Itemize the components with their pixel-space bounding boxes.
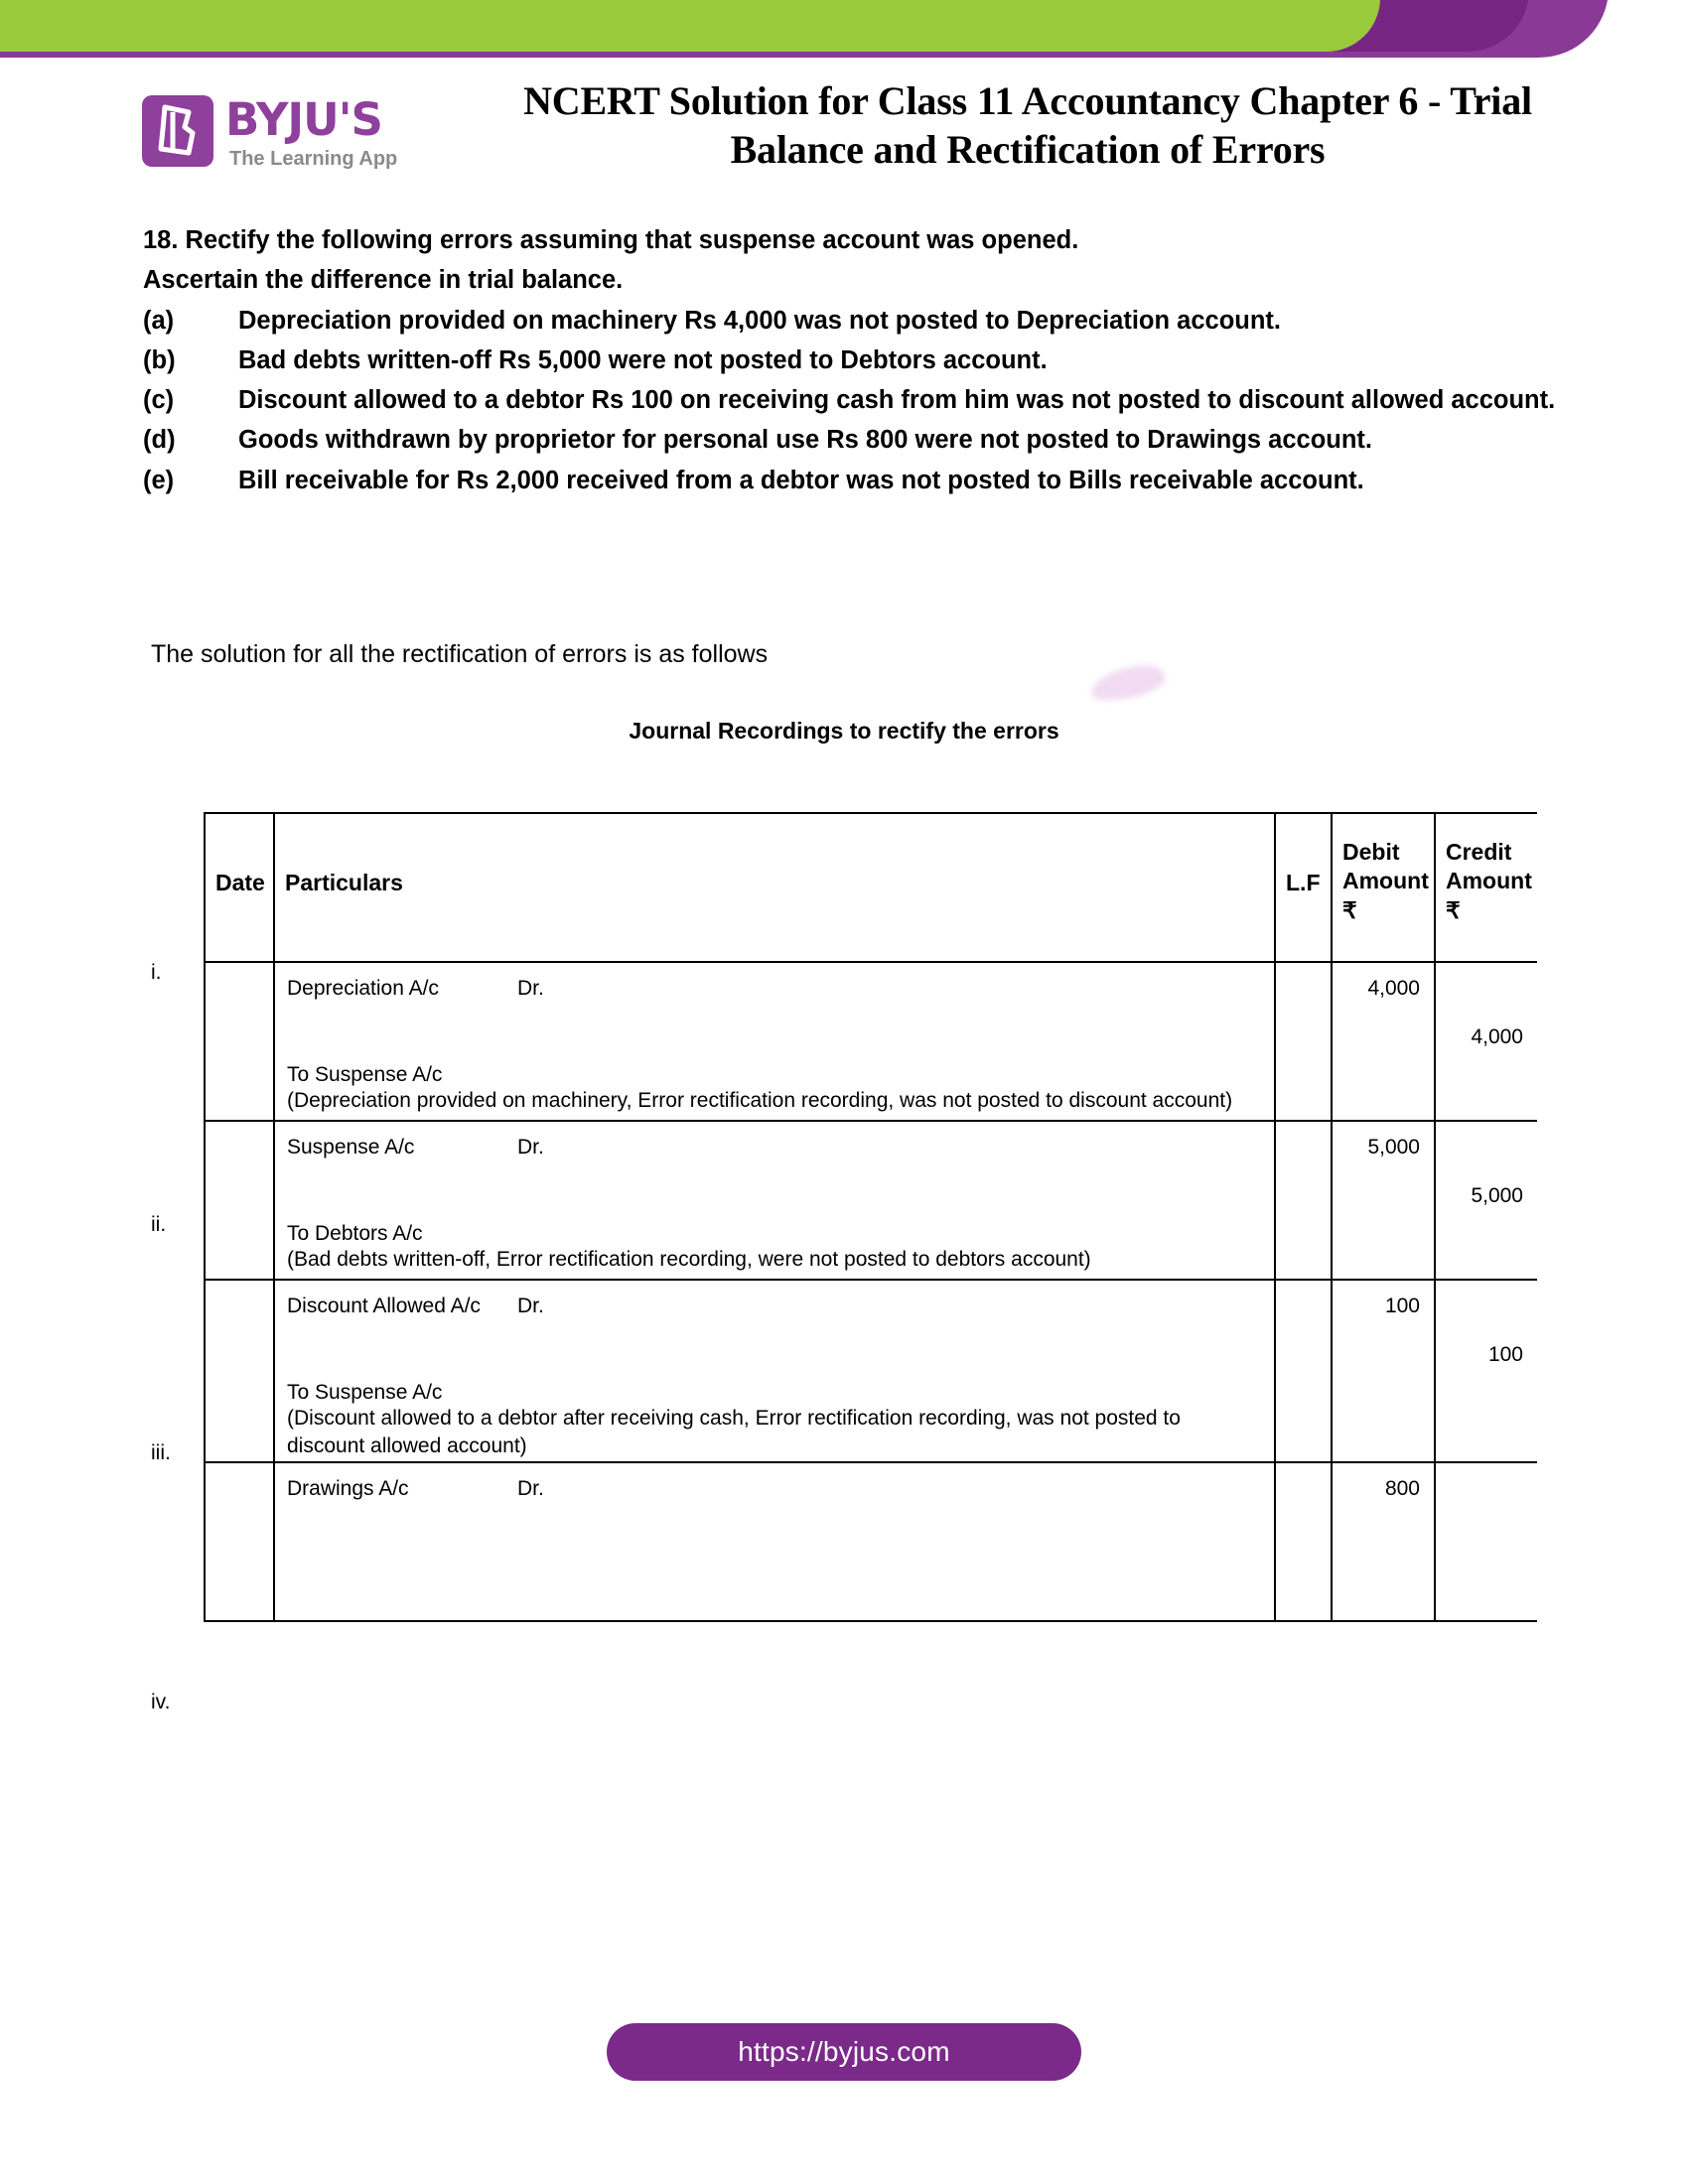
entry-debit-account: Depreciation A/c: [287, 977, 439, 1000]
column-header-date: [205, 813, 274, 962]
row-marker-iii: iii.: [151, 1441, 171, 1464]
cell-credit-amount: [1435, 962, 1537, 1121]
cell-debit-amount: [1332, 1121, 1435, 1280]
page-title-line-1: NCERT Solution for Class 11 Accountancy Chapter 6 - Trial: [523, 78, 1532, 123]
byjus-wordmark: BYJU'S: [225, 93, 382, 146]
cell-debit-amount: [1332, 1280, 1435, 1462]
page-title: [437, 77, 1618, 175]
journal-table-caption: Journal Recordings to rectify the errors: [629, 718, 1059, 744]
column-header-date-label: Date: [215, 870, 265, 895]
credit-amount-value: 5,000: [1471, 1184, 1523, 1207]
entry-debit-account: Discount Allowed A/c: [287, 1295, 481, 1317]
cell-credit-amount: [1435, 1462, 1537, 1621]
entry-debit-marker: Dr.: [517, 1476, 544, 1500]
byjus-tagline: The Learning App: [229, 148, 398, 170]
decorative-blob-shape: [1088, 660, 1169, 705]
journal-table-container: [204, 812, 1537, 1825]
entry-debit-account: Suspense A/c: [287, 1136, 415, 1159]
table-row: [205, 1280, 1537, 1462]
entry-credit-account: To Debtors A/c: [287, 1222, 423, 1245]
cell-credit-amount: [1435, 1280, 1537, 1462]
journal-table: [204, 812, 1537, 1622]
column-header-debit-line-2: Amount: [1342, 868, 1429, 894]
question-item-d-text: Goods withdrawn by proprietor for personal use Rs 800 were not posted to Drawings account.: [238, 426, 1373, 455]
cell-date: [205, 1121, 274, 1280]
column-header-credit-currency: ₹: [1446, 896, 1461, 923]
column-header-particulars-label: Particulars: [285, 870, 403, 895]
entry-debit-marker: Dr.: [517, 977, 544, 1000]
question-item-a-text: Depreciation provided on machinery Rs 4,000 was not posted to Depreciation account.: [238, 306, 1281, 335]
question-item-b-label: (b): [143, 345, 176, 374]
debit-amount-value: 5,000: [1367, 1136, 1420, 1159]
cell-particulars: [274, 1121, 1275, 1280]
column-header-particulars: [274, 813, 1275, 962]
byjus-logo-mark-icon: [142, 95, 213, 167]
cell-lf: [1275, 962, 1332, 1121]
solution-note: The solution for all the rectification of errors is as follows: [151, 640, 769, 668]
header-bar-purple-main: [0, 0, 1529, 52]
row-marker-iv: iv.: [151, 1691, 171, 1713]
credit-amount-value: 100: [1487, 1343, 1523, 1366]
column-header-lf: [1275, 813, 1332, 962]
question-item-d: [143, 420, 1563, 460]
credit-amount-value: [1436, 1463, 1537, 1477]
entry-narration: (Discount allowed to a debtor after receiving cash, Error rectification recording, was not posted to discount allowed account): [287, 1407, 1181, 1458]
question-intro-line-2: Ascertain the difference in trial balance.: [143, 266, 624, 295]
column-header-debit-currency: ₹: [1342, 896, 1357, 923]
cell-lf: [1275, 1462, 1332, 1621]
column-header-credit-line-1: Credit: [1446, 839, 1512, 865]
debit-amount-value: 800: [1384, 1476, 1420, 1500]
question-item-e-label: (e): [143, 466, 175, 494]
question-item-c-text: Discount allowed to a debtor Rs 100 on receiving cash from him was not posted to discount allowed account.: [238, 386, 1556, 415]
row-marker-i: i.: [151, 961, 162, 984]
column-header-credit-line-2: Amount: [1446, 868, 1532, 894]
masthead: [0, 77, 1688, 197]
entry-debit-marker: Dr.: [517, 1136, 544, 1159]
question-item-a: [143, 301, 1563, 341]
footer-website-url: https://byjus.com: [738, 2036, 950, 2067]
cell-date: [205, 962, 274, 1121]
question-item-b: [143, 341, 1563, 380]
header-decoration-bars: [0, 0, 1688, 64]
column-header-debit-line-1: Debit: [1342, 839, 1400, 865]
column-header-debit-amount: [1332, 813, 1435, 962]
table-row: [205, 1121, 1537, 1280]
entry-narration: (Depreciation provided on machinery, Error rectification recording, was not posted to discount account): [287, 1089, 1233, 1112]
byjus-logo[interactable]: [142, 95, 435, 181]
journal-header-row: [205, 813, 1537, 962]
question-item-e-text: Bill receivable for Rs 2,000 received from a debtor was not posted to Bills receivable account.: [238, 466, 1364, 494]
cell-particulars: [274, 962, 1275, 1121]
page-title-line-2: Balance and Rectification of Errors: [730, 126, 1326, 172]
cell-date: [205, 1462, 274, 1621]
header-bar-green: [0, 0, 1380, 52]
cell-date: [205, 1280, 274, 1462]
entry-credit-account: To Suspense A/c: [287, 1063, 443, 1086]
question-item-c-label: (c): [143, 386, 175, 415]
footer-website-button[interactable]: [607, 2023, 1081, 2081]
debit-amount-value: 4,000: [1367, 977, 1420, 1000]
column-header-lf-label: L.F: [1286, 870, 1321, 895]
journal-table-head: [205, 813, 1537, 962]
table-row: [205, 962, 1537, 1121]
question-block: [143, 220, 1563, 500]
question-intro-line-1: 18. Rectify the following errors assuming that suspense account was opened.: [143, 226, 1079, 254]
question-item-b-text: Bad debts written-off Rs 5,000 were not posted to Debtors account.: [238, 345, 1048, 374]
table-row: [205, 1462, 1537, 1621]
cell-particulars: [274, 1280, 1275, 1462]
column-header-credit-amount: [1435, 813, 1537, 962]
row-marker-ii: ii.: [151, 1213, 167, 1236]
cell-credit-amount: [1435, 1121, 1537, 1280]
cell-debit-amount: [1332, 1462, 1435, 1621]
debit-amount-value: 100: [1384, 1295, 1420, 1317]
cell-particulars: [274, 1462, 1275, 1621]
entry-narration: (Bad debts written-off, Error rectification recording, were not posted to debtors account): [287, 1248, 1091, 1271]
question-item-e: [143, 461, 1563, 500]
header-bar-purple-back: [0, 0, 1609, 58]
cell-lf: [1275, 1280, 1332, 1462]
question-item-d-label: (d): [143, 426, 176, 455]
entry-debit-marker: Dr.: [517, 1295, 544, 1317]
credit-amount-value: 4,000: [1471, 1025, 1523, 1048]
question-item-c: [143, 380, 1563, 420]
cell-debit-amount: [1332, 962, 1435, 1121]
entry-debit-account: Drawings A/c: [287, 1476, 409, 1500]
question-item-a-label: (a): [143, 306, 175, 335]
entry-credit-account: To Suspense A/c: [287, 1381, 443, 1404]
cell-lf: [1275, 1121, 1332, 1280]
journal-table-body: [205, 962, 1537, 1621]
